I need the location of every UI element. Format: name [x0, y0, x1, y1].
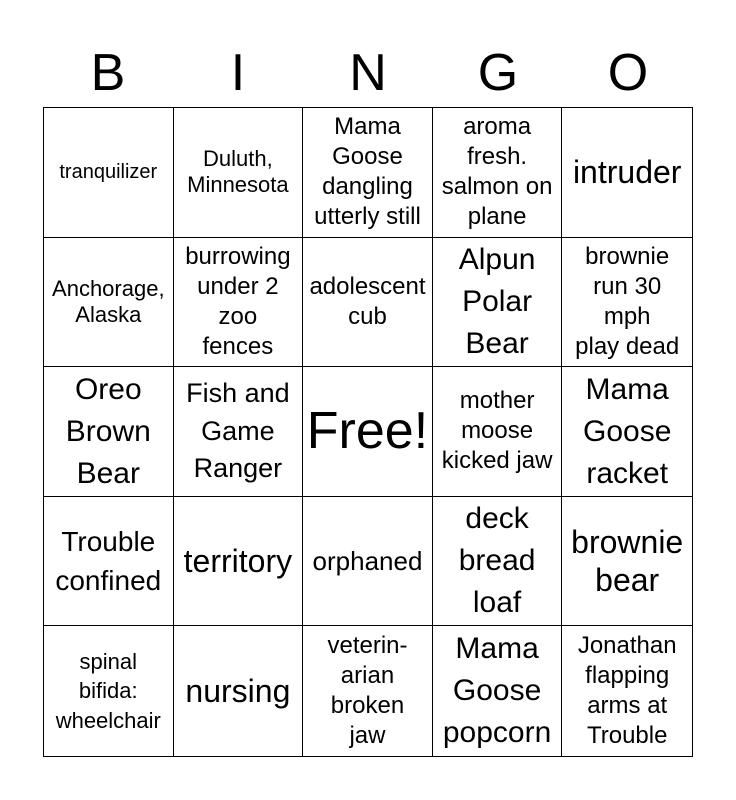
bingo-cell[interactable]: Duluth, Minnesota	[174, 108, 304, 238]
bingo-cell[interactable]: Fish and Game Ranger	[174, 367, 304, 497]
header-letter-o: O	[607, 44, 649, 102]
header-letter-g: G	[477, 44, 519, 102]
bingo-cell[interactable]: orphaned	[303, 497, 433, 627]
bingo-cell[interactable]: Mama Goose popcorn	[433, 626, 563, 756]
bingo-cell[interactable]: Oreo Brown Bear	[44, 367, 174, 497]
bingo-cell[interactable]: deck bread loaf	[433, 497, 563, 627]
free-space[interactable]: Free!	[303, 367, 433, 497]
bingo-cell[interactable]: burrowing under 2 zoo fences	[174, 238, 304, 368]
bingo-cell[interactable]: brownie run 30 mph play dead	[562, 238, 692, 368]
bingo-cell[interactable]: spinal bifida: wheelchair	[44, 626, 174, 756]
bingo-cell[interactable]: Trouble confined	[44, 497, 174, 627]
bingo-cell[interactable]: tranquilizer	[44, 108, 174, 238]
header-letter-b: B	[90, 44, 126, 102]
bingo-cell[interactable]: nursing	[174, 626, 304, 756]
bingo-header	[43, 42, 693, 104]
bingo-cell[interactable]: Mama Goose racket	[562, 367, 692, 497]
bingo-cell[interactable]: intruder	[562, 108, 692, 238]
header-letter-i: I	[230, 44, 246, 102]
bingo-cell[interactable]: Anchorage, Alaska	[44, 238, 174, 368]
header-letter-n: N	[349, 44, 387, 102]
bingo-cell[interactable]: aroma fresh. salmon on plane	[433, 108, 563, 238]
bingo-board	[43, 107, 693, 757]
bingo-cell[interactable]: territory	[174, 497, 304, 627]
bingo-cell[interactable]: mother moose kicked jaw	[433, 367, 563, 497]
bingo-cell[interactable]: adolescent cub	[303, 238, 433, 368]
bingo-cell[interactable]: Alpun Polar Bear	[433, 238, 563, 368]
bingo-cell[interactable]: Jonathan flapping arms at Trouble	[577, 632, 677, 750]
bingo-cell[interactable]: Mama Goose dangling utterly still	[303, 108, 433, 238]
bingo-cell[interactable]: brownie bear	[562, 497, 692, 627]
bingo-cell[interactable]: veterin- arian broken jaw	[303, 626, 433, 756]
